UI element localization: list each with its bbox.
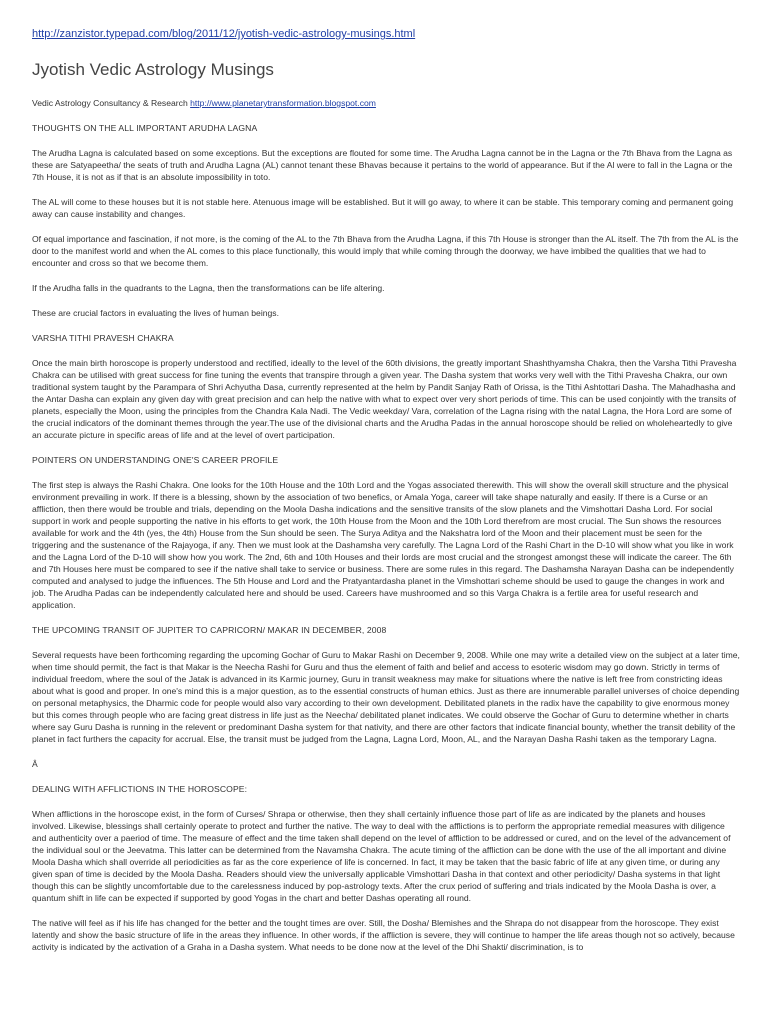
- section-heading-jupiter-transit: THE UPCOMING TRANSIT OF JUPITER TO CAPRICORN/ MAKAR IN DECEMBER, 2008: [32, 625, 387, 635]
- source-url-link[interactable]: http://zanzistor.typepad.com/blog/2011/12/jyotish-vedic-astrology-musings.html: [32, 28, 416, 40]
- section-heading-afflictions: DEALING WITH AFFLICTIONS IN THE HOROSCOPE:: [32, 784, 248, 794]
- consultancy-label: Vedic Astrology Consultancy & Research: [32, 98, 191, 108]
- paragraph: The first step is always the Rashi Chakra. One looks for the 10th House and the 10th Lord and the Yogas associated therewith. This will show the overall skill structure and the physical environment prevailing in work. If there is a blessing, shown by the association of two benefics, or Amala Yoga, career will take shape naturally and easily. If there is a Curse or an affliction, then there would be trouble and trials, depending on the Moola Dasha indications and the sensitive transits of the slow planets and the Vimshottari Dasha Lord. For social support in work and people supporting the native in his efforts to get work, the 10th House from the Moon and the 10th Lord therefrom are most crucial. The Sun shows the resources available for work and the 4th (yes, the 4th) House from the Sun should be seen. The Surya Aditya and the Nakshatra lord of the Moon and their placement must be seen for the triggering and the sustenance of the Rajayoga, if any. Then we must look at the Dashamsha very carefully. The Lagna Lord of the Rashi Chart in the D-10 will show what you like in work and the Lagna Lord of the D-10 will show how you work. The 2nd, 6th and 10th Houses and their lords are most crucial and the strongest amongst these will indicate the career. The 6th and 7th Houses here must be compared to see if the native shall take to service or business. There are some rules in this regard. The Dashamsha Narayan Dasha can be independently computed and analysed to judge the influences. The 5th House and Lord and the Pratyantardasha planet in the Vimshottari scheme should be used to gauge the changes in work and job. The Arudha Padas can be independently calculated here and should be used. Careers have mushroomed and so this Varga Chakra is a fertile area for useful research and application.: [32, 480, 734, 610]
- stray-character: Â: [32, 759, 38, 769]
- consultancy-line: [32, 97, 740, 109]
- section-heading-arudha-lagna: THOUGHTS ON THE ALL IMPORTANT ARUDHA LAGNA: [32, 123, 258, 133]
- paragraph: The AL will come to these houses but it is not stable here. Atenuous image will be established. But it will go away, to where it can be stable. This temporary coming and permanent going away can cause instability and changes.: [32, 197, 734, 219]
- paragraph: If the Arudha falls in the quadrants to the Lagna, then the transformations can be life altering.: [32, 283, 385, 293]
- paragraph: Several requests have been forthcoming regarding the upcoming Gochar of Guru to Makar Rashi on December 9, 2008. While one may write a detailed view on the subject at a later time, when time should permit, the fact is that Makar is the Neecha Rashi for Guru and thus the element of faith and belief and access to esoteric wisdom may go down. Strictly in terms of individual freedom, where the soul of the Jatak is advanced in its Karmic journey, Guru in transit weakness may make for situations where the native is left free from constricting ideas about what is good and proper. In one's mind this is a major question, as to the essential constructs of human ethics. Just as there are innumerable parallel universes of choice depending on personal metaphysics, the Dharmic code for people would also vary according to their own development. Debilitated planets in the radix have the capability to give enormous money but this comes through people who are facing great distress in life just as the Neecha/ debilitated planet indicates. We could observe the Gochar of Guru to determine whether in charts where say Guru Dasha is running in the relevent or predominant Dasha system for that nativity, and there are other factors that indicate financial bounty, whether the transit debility of the planet in fact furthers the capacity for accrual. Else, the transit must be judged from the Lagna, Lagna Lord, Moon, AL, and the Narayan Dasha Rashi taken as the temporary Lagna.: [32, 650, 740, 744]
- section-heading-varsha-tithi: VARSHA TITHI PRAVESH CHAKRA: [32, 333, 174, 343]
- paragraph: When afflictions in the horoscope exist, in the form of Curses/ Shrapa or otherwise, then they shall certainly influence those part of life as are indicated by the planets and houses involved. Likewise, blessings shall certainly operate to protect and further the native. The way to deal with the afflictions is to perform the appropriate remedial measures with diligence and authenticity over a paeriod of time. The measure of effect and the time taken shall depend on the level of affliction to be addressed or cured, and on the level of the advancement of the individual soul or the Jeevatma. This latter can be determined from the Navamsha Chakra. The acute timing of the affliction can be done with the use of the all important and divine Moola Dasha which shall override all periodicities as far as the core experience of life is concerned. In fact, it may be taken that the basic fabric of life at any given time, or during any given span of time is decided by the Moola Dasha. Readers should view the universally applicable Vimshottari Dasha in that context and other periodicity/ Dasha systems in that light though this can be slightly uncomfortable due to the carelessness induced by pop-astrology texts. After the crux period of suffering and trials indicated by the Moola Dasha is over, a quantum shift in life can be expected if supported by good Yogas in the chart and better Dashas operating all round.: [32, 809, 731, 903]
- paragraph: Of equal importance and fascination, if not more, is the coming of the AL to the 7th Bhava from the Arudha Lagna, if this 7th House is stronger than the AL itself. The 7th from the AL is the door to the manifest world and when the AL comes to this place functionally, this would imply that while coming through the doorway, we have imbibed the qualities that we had to encounter and cross so that we become them.: [32, 234, 739, 268]
- paragraph: The Arudha Lagna is calculated based on some exceptions. But the exceptions are flouted for some time. The Arudha Lagna cannot be in the Lagna or the 7th Bhava from the Lagna as these are Satyapeetha/ the seats of truth and Arudha Lagna (AL) cannot tenant these Bhavas because it pertains to the world of appearance. But if the Al were to fall in the Lagna or the 7th House, it is not as if that is an absolute impossibility in toto.: [32, 148, 733, 182]
- consultancy-link[interactable]: http://www.planetarytransformation.blogspot.com: [190, 98, 376, 108]
- page-title: Jyotish Vedic Astrology Musings: [32, 60, 274, 79]
- paragraph: The native will feel as if his life has changed for the better and the tought times are over. Still, the Dosha/ Blemishes and the Shrapa do not disappear from the horoscope. They exist latently and show the basic structure of life in the areas they influence. In other words, if the affliction is severe, they will continue to hamper the life areas though not so actively, because activity is indicated by the activation of a Graha in a Dasha system. What needs to be done now at the level of the Dhi Shakti/ discrimination, is to: [32, 918, 735, 952]
- paragraph: These are crucial factors in evaluating the lives of human beings.: [32, 308, 279, 318]
- paragraph: Once the main birth horoscope is properly understood and rectified, ideally to the level of the 60th divisions, the greatly important Shashthyamsha Chakra, then the Varsha Tithi Pravesha Chakra can be utilised with great success for fine tuning the events that transpire through a given year. The Dasha system that works very well with the Tithi Pravesha Chakra, our own traditional system taught by the Parampara of Shri Achyutha Dasa, currently represented at the helm by Pandit Sanjay Rath of Orissa, is the Tithi Ashtottari Dasha. The Mahadhasha and the Antar Dasha can explain any given day with great precision and can help the native with what to expect over very short periods of time. This can be used conjointly with the transits of planets, especially the Moon, using the principles from the Chandra Kala Nadi. The Vedic weekday/ Vara, correlation of the Lagna rising with the natal Lagna, the Hora Lord are some of the crucial indicators of the dominant themes through the year.The use of the divisional charts and the Arudha Padas in the annual horoscope should be relied on wholeheartedly to give an accurate picture in specific areas of life and at the level of overt participation.: [32, 358, 737, 440]
- document-content: [32, 26, 740, 953]
- section-heading-career-profile: POINTERS ON UNDERSTANDING ONE'S CAREER PROFILE: [32, 455, 279, 465]
